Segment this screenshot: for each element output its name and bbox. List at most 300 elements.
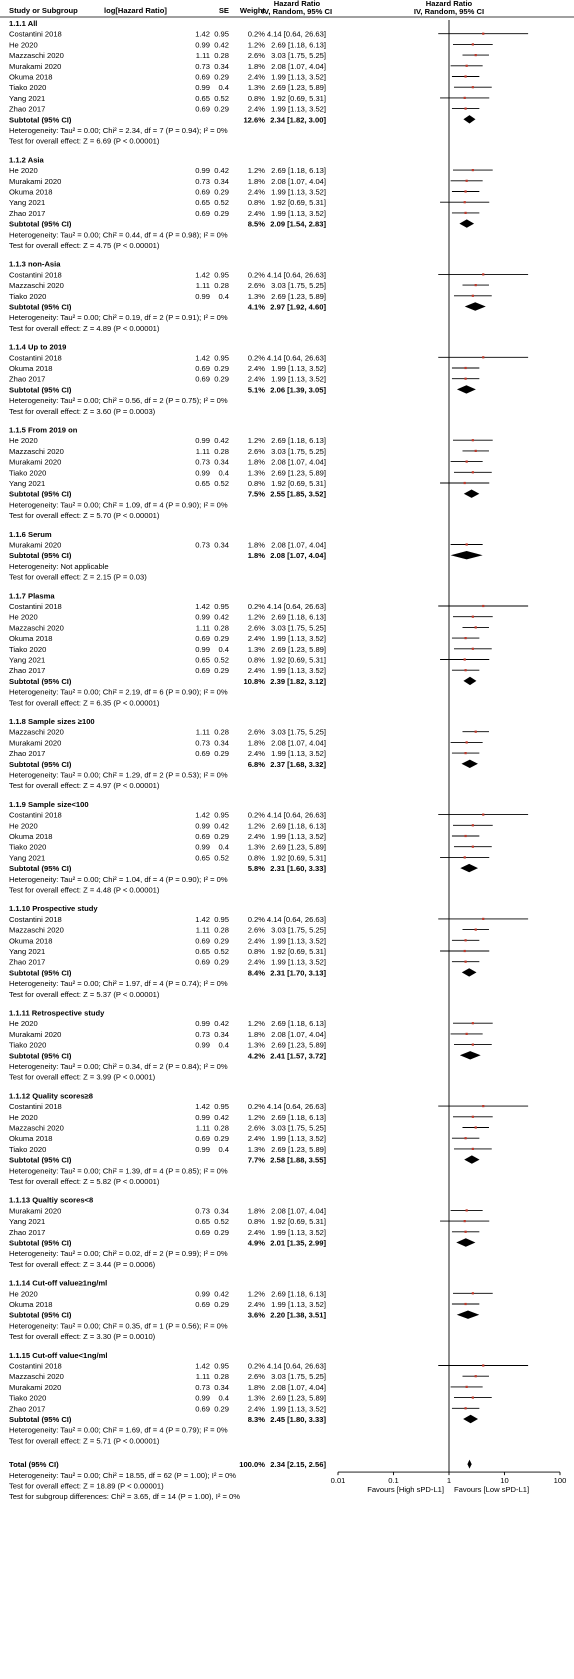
study-marker-point: [475, 731, 477, 733]
study-loghr: 1.11: [195, 1123, 210, 1133]
study-ci: 2.69 [1.23, 5.89]: [271, 644, 326, 654]
study-se: 0.4: [218, 291, 229, 301]
study-name: Okuma 2018: [9, 187, 53, 197]
total-heterogeneity: Heterogeneity: Tau² = 0.00; Chi² = 18.55, df = 62 (P = 1.00); I² = 0%: [9, 1470, 237, 1480]
study-marker-point: [472, 846, 474, 848]
study-loghr: 0.99: [195, 1112, 210, 1122]
study-marker-point: [475, 1126, 477, 1128]
study-marker-point: [472, 1148, 474, 1150]
study-loghr: 0.73: [195, 1029, 210, 1039]
study-weight: 1.3%: [247, 83, 265, 93]
study-loghr: 0.69: [195, 1300, 210, 1309]
study-weight: 2.4%: [247, 749, 265, 759]
study-ci: 4.14 [0.64, 26.63]: [266, 914, 326, 924]
total-label: Total (95% CI): [9, 1460, 59, 1470]
study-ci: 1.92 [0.69, 5.31]: [271, 853, 326, 863]
study-marker-point: [466, 1386, 468, 1388]
study-marker-point: [464, 637, 466, 639]
study-name: Murakami 2020: [9, 540, 62, 550]
study-loghr: 0.99: [195, 612, 210, 622]
heterogeneity-text: Heterogeneity: Tau² = 0.00; Chi² = 2.34, df = 7 (P = 0.94); I² = 0%: [9, 126, 228, 135]
study-loghr: 0.69: [195, 832, 210, 841]
study-se: 0.4: [218, 468, 229, 478]
subtotal-weight: 3.6%: [247, 1310, 265, 1320]
study-ci: 1.99 [1.13, 3.52]: [271, 936, 326, 946]
study-weight: 2.4%: [247, 104, 265, 114]
study-ci: 1.92 [0.69, 5.31]: [271, 479, 326, 488]
study-name: Tiako 2020: [9, 1144, 47, 1154]
overall-effect-text: Test for overall effect: Z = 4.48 (P < 0.00001): [9, 885, 160, 895]
heterogeneity-text: Heterogeneity: Tau² = 0.00; Chi² = 0.44, df = 4 (P = 0.98); I² = 0%: [9, 230, 228, 240]
study-name: Mazzaschi 2020: [9, 1372, 64, 1382]
study-ci: 2.08 [1.07, 4.04]: [271, 457, 326, 467]
study-name: He 2020: [9, 612, 38, 622]
study-name: Tiako 2020: [9, 1393, 47, 1403]
subtotal-label: Subtotal (95% CI): [9, 115, 72, 125]
header-hr-subtitle: IV, Random, 95% CI: [261, 7, 333, 16]
study-name: Yang 2021: [9, 1217, 46, 1227]
heterogeneity-text: Heterogeneity: Tau² = 0.00; Chi² = 1.69, df = 4 (P = 0.79); I² = 0%: [9, 1425, 228, 1435]
study-name: Zhao 2017: [9, 749, 46, 759]
study-se: 0.4: [218, 83, 229, 93]
study-ci: 2.69 [1.23, 5.89]: [271, 1040, 326, 1050]
study-loghr: 0.69: [195, 634, 210, 644]
study-name: Mazzaschi 2020: [9, 727, 64, 737]
study-marker-point: [475, 1375, 477, 1377]
study-weight: 2.4%: [247, 1404, 265, 1414]
subtotal-ci: 2.97 [1.92, 4.60]: [270, 302, 326, 312]
study-loghr: 0.99: [195, 166, 210, 176]
study-name: Costantini 2018: [9, 270, 62, 280]
study-ci: 2.69 [1.18, 6.13]: [271, 1112, 326, 1122]
study-weight: 1.3%: [247, 1393, 265, 1403]
study-ci: 3.03 [1.75, 5.25]: [271, 727, 326, 737]
study-ci: 2.08 [1.07, 4.04]: [271, 61, 326, 71]
study-marker-point: [472, 824, 474, 826]
study-marker-point: [482, 1105, 484, 1107]
subtotal-label: Subtotal (95% CI): [9, 219, 72, 229]
study-loghr: 0.99: [195, 1144, 210, 1154]
study-weight: 2.4%: [247, 666, 265, 676]
subtotal-label: Subtotal (95% CI): [9, 1415, 72, 1424]
study-se: 0.4: [218, 1040, 229, 1050]
subtotal-weight: 7.7%: [247, 1155, 265, 1165]
subgroup-title: 1.1.11 Retrospective study: [9, 1008, 105, 1018]
study-se: 0.29: [214, 1227, 229, 1237]
study-name: Okuma 2018: [9, 936, 53, 946]
study-weight: 1.2%: [247, 1019, 265, 1029]
study-marker-point: [466, 543, 468, 545]
study-name: Murakami 2020: [9, 176, 62, 186]
overall-effect-text: Test for overall effect: Z = 4.75 (P < 0.00001): [9, 241, 160, 250]
header-plot-subtitle: IV, Random, 95% CI: [413, 7, 485, 16]
study-se: 0.42: [214, 1112, 229, 1122]
study-weight: 2.4%: [247, 1227, 265, 1237]
study-name: Murakami 2020: [9, 1206, 62, 1216]
subtotal-diamond: [460, 864, 478, 872]
study-weight: 2.4%: [247, 1300, 265, 1309]
study-weight: 1.8%: [247, 738, 265, 748]
study-loghr: 0.73: [195, 1382, 210, 1392]
study-loghr: 0.99: [195, 821, 210, 831]
study-weight: 1.8%: [247, 1029, 265, 1039]
study-weight: 0.2%: [247, 1102, 265, 1112]
subtotal-ci: 2.41 [1.57, 3.72]: [270, 1051, 326, 1061]
study-name: Yang 2021: [9, 853, 46, 863]
study-se: 0.29: [214, 72, 229, 82]
study-name: Okuma 2018: [9, 634, 53, 644]
subgroup-differences: Test for subgroup differences: Chi² = 3.65, df = 14 (P = 1.00), I² = 0%: [9, 1492, 241, 1502]
study-se: 0.29: [214, 364, 229, 373]
study-marker-point: [472, 471, 474, 473]
overall-effect-text: Test for overall effect: Z = 6.69 (P < 0.00001): [9, 136, 160, 146]
study-name: Zhao 2017: [9, 374, 46, 384]
subtotal-label: Subtotal (95% CI): [9, 1238, 72, 1248]
subtotal-diamond: [463, 1415, 478, 1423]
study-loghr: 0.73: [195, 176, 210, 186]
study-weight: 1.2%: [247, 821, 265, 831]
heterogeneity-text: Heterogeneity: Tau² = 0.00; Chi² = 0.56, df = 2 (P = 0.75); I² = 0%: [9, 396, 228, 406]
study-marker-point: [472, 1116, 474, 1118]
study-weight: 2.4%: [247, 832, 265, 841]
subgroup-title: 1.1.13 Qualtiy scores<8: [9, 1195, 94, 1205]
study-loghr: 0.65: [195, 93, 210, 103]
subtotal-label: Subtotal (95% CI): [9, 551, 72, 561]
study-marker-point: [464, 950, 466, 952]
study-marker-point: [472, 648, 474, 650]
study-se: 0.4: [218, 644, 229, 654]
study-weight: 2.4%: [247, 374, 265, 384]
study-loghr: 0.99: [195, 842, 210, 852]
subtotal-label: Subtotal (95% CI): [9, 1051, 72, 1061]
study-name: Tiako 2020: [9, 468, 47, 478]
study-loghr: 0.69: [195, 104, 210, 114]
study-marker-point: [482, 356, 484, 358]
study-weight: 2.6%: [247, 446, 265, 456]
heterogeneity-text: Heterogeneity: Tau² = 0.00; Chi² = 0.35, df = 1 (P = 0.56); I² = 0%: [9, 1321, 228, 1331]
study-loghr: 1.42: [195, 1102, 210, 1112]
study-marker-point: [464, 939, 466, 941]
study-name: Okuma 2018: [9, 832, 53, 841]
header-se: SE: [218, 6, 229, 15]
study-se: 0.42: [214, 1019, 229, 1029]
study-marker-point: [475, 929, 477, 931]
study-name: Costantini 2018: [9, 29, 62, 39]
study-weight: 0.2%: [247, 810, 265, 820]
study-marker-point: [466, 461, 468, 463]
study-se: 0.52: [214, 947, 229, 956]
study-ci: 2.69 [1.23, 5.89]: [271, 1144, 326, 1154]
study-ci: 2.08 [1.07, 4.04]: [271, 1029, 326, 1039]
study-loghr: 0.99: [195, 1019, 210, 1029]
study-name: He 2020: [9, 1019, 38, 1029]
study-se: 0.28: [214, 727, 229, 737]
study-ci: 1.92 [0.69, 5.31]: [271, 93, 326, 103]
study-marker-point: [475, 54, 477, 56]
subtotal-diamond: [462, 968, 477, 976]
study-name: Murakami 2020: [9, 738, 62, 748]
study-ci: 2.08 [1.07, 4.04]: [271, 176, 326, 186]
study-marker-point: [472, 1397, 474, 1399]
study-loghr: 1.42: [195, 810, 210, 820]
heterogeneity-text: Heterogeneity: Tau² = 0.00; Chi² = 0.19, df = 2 (P = 0.91); I² = 0%: [9, 313, 228, 323]
study-ci: 1.92 [0.69, 5.31]: [271, 198, 326, 208]
study-loghr: 1.42: [195, 1361, 210, 1371]
study-name: Murakami 2020: [9, 61, 62, 71]
study-loghr: 0.69: [195, 957, 210, 967]
heterogeneity-text: Heterogeneity: Tau² = 0.00; Chi² = 1.04, df = 4 (P = 0.90); I² = 0%: [9, 874, 228, 884]
study-name: Mazzaschi 2020: [9, 281, 64, 291]
study-marker-point: [464, 482, 466, 484]
study-loghr: 0.65: [195, 198, 210, 208]
heterogeneity-text: Heterogeneity: Tau² = 0.00; Chi² = 1.29, df = 2 (P = 0.53); I² = 0%: [9, 770, 228, 780]
study-loghr: 0.65: [195, 947, 210, 956]
overall-effect-text: Test for overall effect: Z = 3.60 (P = 0.0003): [9, 406, 156, 416]
subtotal-diamond: [462, 760, 478, 768]
x-tick-label: 0.1: [388, 1476, 399, 1486]
study-ci: 4.14 [0.64, 26.63]: [266, 1361, 326, 1371]
study-loghr: 0.69: [195, 374, 210, 384]
study-ci: 1.99 [1.13, 3.52]: [271, 208, 326, 218]
study-ci: 3.03 [1.75, 5.25]: [271, 925, 326, 935]
study-ci: 1.99 [1.13, 3.52]: [271, 104, 326, 114]
study-marker-point: [464, 1303, 466, 1305]
study-name: Costantini 2018: [9, 602, 62, 611]
study-se: 0.34: [214, 1382, 229, 1392]
study-weight: 1.8%: [247, 1206, 265, 1216]
study-marker-point: [464, 1231, 466, 1233]
study-weight: 1.3%: [247, 468, 265, 478]
subtotal-diamond: [463, 115, 475, 123]
study-name: Tiako 2020: [9, 644, 47, 654]
study-marker-point: [466, 741, 468, 743]
study-se: 0.4: [218, 1144, 229, 1154]
study-marker-point: [482, 605, 484, 607]
study-marker-point: [472, 1022, 474, 1024]
subgroup-title: 1.1.15 Cut-off value<1ng/ml: [9, 1350, 108, 1360]
subtotal-weight: 7.5%: [247, 489, 265, 499]
study-loghr: 0.65: [195, 479, 210, 488]
overall-effect-text: Test for overall effect: Z = 5.71 (P < 0.00001): [9, 1436, 160, 1446]
study-loghr: 0.69: [195, 936, 210, 946]
study-name: He 2020: [9, 436, 38, 446]
heterogeneity-text: Heterogeneity: Tau² = 0.00; Chi² = 1.97, df = 4 (P = 0.74); I² = 0%: [9, 979, 228, 989]
study-name: Yang 2021: [9, 198, 46, 208]
subgroup-title: 1.1.6 Serum: [9, 529, 52, 539]
study-loghr: 0.73: [195, 540, 210, 550]
study-se: 0.52: [214, 853, 229, 863]
study-se: 0.29: [214, 749, 229, 759]
study-se: 0.29: [214, 1404, 229, 1414]
study-loghr: 0.69: [195, 1134, 210, 1144]
subtotal-ci: 2.06 [1.39, 3.05]: [270, 385, 326, 395]
study-marker-point: [464, 190, 466, 192]
subtotal-diamond: [465, 302, 486, 310]
subtotal-label: Subtotal (95% CI): [9, 489, 72, 499]
study-name: He 2020: [9, 821, 38, 831]
study-ci: 3.03 [1.75, 5.25]: [271, 623, 326, 633]
study-marker-point: [475, 284, 477, 286]
study-weight: 0.8%: [247, 479, 265, 488]
study-ci: 2.69 [1.18, 6.13]: [271, 612, 326, 622]
study-ci: 2.69 [1.18, 6.13]: [271, 436, 326, 446]
study-name: Mazzaschi 2020: [9, 446, 64, 456]
study-weight: 1.3%: [247, 842, 265, 852]
study-loghr: 1.11: [195, 446, 210, 456]
study-marker-point: [464, 1137, 466, 1139]
study-weight: 1.2%: [247, 40, 265, 50]
study-name: Tiako 2020: [9, 842, 47, 852]
study-se: 0.95: [214, 1102, 229, 1112]
study-se: 0.34: [214, 61, 229, 71]
subtotal-label: Subtotal (95% CI): [9, 676, 72, 686]
study-marker-point: [464, 378, 466, 380]
study-weight: 2.4%: [247, 936, 265, 946]
study-loghr: 1.11: [195, 623, 210, 633]
header-plot-title: Hazard Ratio: [425, 0, 473, 8]
study-loghr: 0.99: [195, 436, 210, 446]
study-loghr: 0.69: [195, 1227, 210, 1237]
study-ci: 2.69 [1.18, 6.13]: [271, 821, 326, 831]
study-se: 0.52: [214, 198, 229, 208]
overall-effect-text: Test for overall effect: Z = 3.44 (P = 0.0006): [9, 1259, 156, 1269]
study-name: Mazzaschi 2020: [9, 623, 64, 633]
study-se: 0.28: [214, 1372, 229, 1382]
study-name: Costantini 2018: [9, 914, 62, 924]
study-ci: 1.99 [1.13, 3.52]: [271, 187, 326, 197]
subtotal-ci: 2.58 [1.88, 3.55]: [270, 1155, 326, 1165]
study-loghr: 0.99: [195, 40, 210, 50]
favours-right-label: Favours [Low sPD-L1]: [454, 1485, 530, 1495]
study-name: Murakami 2020: [9, 1382, 62, 1392]
study-name: Okuma 2018: [9, 72, 53, 82]
study-ci: 1.99 [1.13, 3.52]: [271, 1404, 326, 1414]
study-name: Yang 2021: [9, 655, 46, 665]
subtotal-ci: 2.34 [1.82, 3.00]: [270, 115, 326, 125]
study-weight: 0.8%: [247, 1217, 265, 1227]
study-se: 0.52: [214, 1217, 229, 1227]
overall-effect-text: Test for overall effect: Z = 3.99 (P < 0.0001): [9, 1072, 156, 1082]
study-marker-point: [482, 33, 484, 35]
study-weight: 1.2%: [247, 1289, 265, 1299]
study-name: Costantini 2018: [9, 1361, 62, 1371]
study-ci: 1.99 [1.13, 3.52]: [271, 1134, 326, 1144]
study-name: Zhao 2017: [9, 208, 46, 218]
study-name: Okuma 2018: [9, 1134, 53, 1144]
study-weight: 2.4%: [247, 72, 265, 82]
study-weight: 0.2%: [247, 270, 265, 280]
subtotal-label: Subtotal (95% CI): [9, 968, 72, 978]
study-ci: 2.69 [1.18, 6.13]: [271, 1019, 326, 1029]
study-name: He 2020: [9, 1112, 38, 1122]
study-loghr: 1.11: [195, 51, 210, 61]
overall-effect-text: Test for overall effect: Z = 3.30 (P = 0.0010): [9, 1332, 156, 1342]
subtotal-diamond: [457, 1311, 480, 1319]
study-name: He 2020: [9, 166, 38, 176]
study-loghr: 1.42: [195, 353, 210, 363]
study-name: He 2020: [9, 1289, 38, 1299]
study-name: Yang 2021: [9, 947, 46, 956]
overall-effect-text: Test for overall effect: Z = 4.97 (P < 0.00001): [9, 781, 160, 791]
study-loghr: 1.42: [195, 914, 210, 924]
subgroup-title: 1.1.2 Asia: [9, 155, 44, 165]
study-se: 0.34: [214, 540, 229, 550]
subtotal-diamond: [459, 219, 474, 227]
study-se: 0.34: [214, 1029, 229, 1039]
study-name: Murakami 2020: [9, 457, 62, 467]
study-ci: 3.03 [1.75, 5.25]: [271, 281, 326, 291]
study-loghr: 0.69: [195, 1404, 210, 1414]
study-name: Zhao 2017: [9, 104, 46, 114]
heterogeneity-text: Heterogeneity: Tau² = 0.00; Chi² = 0.02, df = 2 (P = 0.99); I² = 0%: [9, 1249, 228, 1259]
study-ci: 2.69 [1.23, 5.89]: [271, 842, 326, 852]
study-weight: 2.4%: [247, 634, 265, 644]
study-marker-point: [464, 752, 466, 754]
study-loghr: 0.65: [195, 1217, 210, 1227]
subtotal-diamond: [464, 1155, 479, 1163]
study-name: Yang 2021: [9, 93, 46, 103]
study-weight: 1.3%: [247, 1040, 265, 1050]
study-se: 0.95: [214, 29, 229, 39]
study-se: 0.28: [214, 51, 229, 61]
study-name: Costantini 2018: [9, 1102, 62, 1112]
study-marker-point: [472, 1044, 474, 1046]
study-weight: 1.2%: [247, 612, 265, 622]
subtotal-weight: 12.6%: [243, 115, 265, 125]
study-se: 0.29: [214, 936, 229, 946]
subtotal-ci: 2.08 [1.07, 4.04]: [270, 551, 326, 561]
study-se: 0.95: [214, 602, 229, 611]
study-se: 0.29: [214, 957, 229, 967]
study-se: 0.95: [214, 353, 229, 363]
study-marker-point: [482, 273, 484, 275]
study-name: Zhao 2017: [9, 666, 46, 676]
study-weight: 2.6%: [247, 623, 265, 633]
study-loghr: 1.42: [195, 270, 210, 280]
subtotal-ci: 2.31 [1.70, 3.13]: [270, 968, 326, 978]
study-se: 0.28: [214, 925, 229, 935]
study-weight: 1.2%: [247, 1112, 265, 1122]
study-loghr: 1.11: [195, 281, 210, 291]
study-se: 0.29: [214, 634, 229, 644]
study-marker-point: [464, 669, 466, 671]
study-loghr: 0.73: [195, 61, 210, 71]
study-weight: 2.4%: [247, 364, 265, 373]
study-weight: 1.2%: [247, 166, 265, 176]
study-se: 0.29: [214, 104, 229, 114]
subgroup-title: 1.1.9 Sample size<100: [9, 799, 89, 809]
study-loghr: 0.73: [195, 1206, 210, 1216]
subtotal-label: Subtotal (95% CI): [9, 759, 72, 769]
total-ci: 2.34 [2.15, 2.56]: [270, 1460, 326, 1470]
heterogeneity-text: Heterogeneity: Tau² = 0.00; Chi² = 1.09, df = 4 (P = 0.90); I² = 0%: [9, 500, 228, 510]
study-weight: 1.8%: [247, 540, 265, 550]
study-weight: 2.6%: [247, 925, 265, 935]
study-ci: 2.69 [1.18, 6.13]: [271, 1289, 326, 1299]
subtotal-diamond: [463, 677, 476, 685]
header-loghr: log[Hazard Ratio]: [104, 6, 167, 15]
study-se: 0.42: [214, 612, 229, 622]
study-ci: 1.92 [0.69, 5.31]: [271, 1217, 326, 1227]
study-se: 0.29: [214, 1300, 229, 1309]
overall-effect-text: Test for overall effect: Z = 6.35 (P < 0.00001): [9, 698, 160, 708]
study-weight: 2.6%: [247, 281, 265, 291]
study-marker-point: [464, 1407, 466, 1409]
study-weight: 0.2%: [247, 353, 265, 363]
study-loghr: 1.11: [195, 925, 210, 935]
study-se: 0.34: [214, 738, 229, 748]
subtotal-label: Subtotal (95% CI): [9, 1155, 72, 1165]
